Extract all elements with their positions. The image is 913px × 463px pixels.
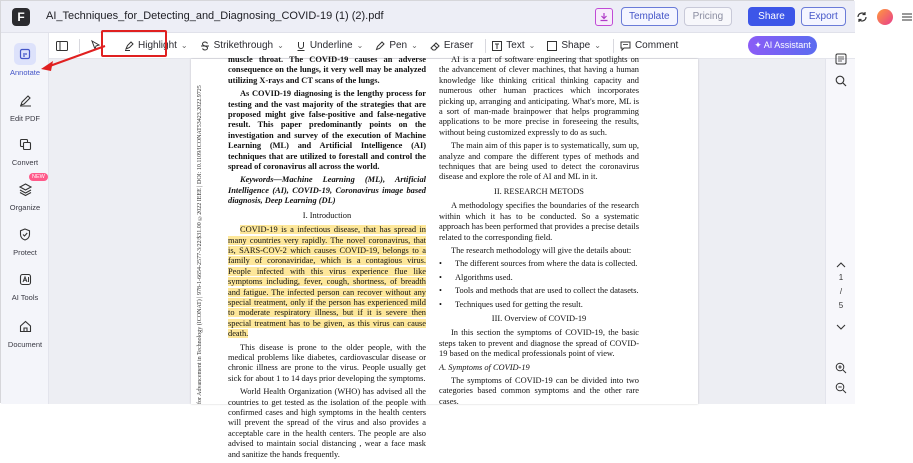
comment-label: Comment <box>634 40 679 51</box>
body-paragraph: The symptoms of COVID-19 can be divided into two categories based common symptoms and the other rare cases. <box>439 375 639 406</box>
document-title: AI_Techniques_for_Detecting_and_Diagnosing_COVID-19 (1) (2).pdf <box>46 10 384 22</box>
download-icon[interactable] <box>595 8 613 26</box>
chevron-down-icon: ⌄ <box>594 41 601 50</box>
chevron-down-icon: ⌄ <box>277 41 284 50</box>
text-tool[interactable] <box>492 35 535 57</box>
sidebar-item-ai-tools[interactable] <box>1 268 49 302</box>
body-paragraph: In this section the symptoms of COVID-19, the basic steps taken to prevent and diagnose the spread of COVID-19 based on the medical professionals point of view. <box>439 328 639 359</box>
body-paragraph: A methodology specifies the boundaries of the research within which it has to be conducted. So a systematic approach has been performed that provides a precise details related to the corresponding field. <box>439 201 639 242</box>
list-item-text: Algorithms used. <box>455 272 513 282</box>
convert-icon <box>14 133 36 155</box>
strikethrough-label: Strikethrough <box>213 40 274 51</box>
page-current[interactable] <box>826 273 856 282</box>
highlight-callout-box <box>101 30 167 57</box>
section-heading-introduction: I. Introduction <box>302 210 352 220</box>
list-item-text: The different sources from where the data is collected. <box>455 259 638 269</box>
chevron-down-icon: ⌄ <box>180 41 188 50</box>
eraser-label: Eraser <box>443 40 474 51</box>
sidebar-item-label: Convert <box>11 158 39 167</box>
sidebar-item-label: Document <box>7 340 43 349</box>
list-item <box>439 300 639 310</box>
sidebar-item-organize[interactable] <box>1 174 49 212</box>
sidebar-item-label: Protect <box>13 248 37 257</box>
bullet: • <box>439 299 442 309</box>
chevron-down-icon: ⌄ <box>528 41 536 50</box>
document-icon <box>14 315 36 337</box>
body-paragraph: World Health Organization (WHO) has advised all the countries to get tested as the isolation of the people with confirmed cases and high symptoms in the health centers will prevent the spread of the virus and also provides a acceptable care in the health centers. The people are also advised to maintain social distancing , wear a face mask and sanitize the hands frequently. <box>228 387 426 459</box>
underline-label: Underline <box>309 40 353 51</box>
zoom-in-icon[interactable] <box>834 361 848 375</box>
sidebar-item-protect[interactable] <box>1 223 49 257</box>
document-viewer[interactable] <box>49 55 825 459</box>
text-label: Text <box>506 40 525 51</box>
title-bar <box>1 1 855 33</box>
menu-icon[interactable] <box>901 10 913 24</box>
sidebar-item-document[interactable] <box>1 315 49 349</box>
sidebar-item-annotate[interactable] <box>1 43 49 77</box>
eraser-tool[interactable] <box>430 35 473 57</box>
title-actions <box>595 7 913 26</box>
export-button[interactable]: Export <box>801 7 846 26</box>
body-paragraph: This disease is prone to the older people, with the medical problems like diabetes, cardiovascular disease or chronic illness are prone to the virus. People usually get sick for about 1 to 14 days prior developing the symptoms. <box>228 342 426 383</box>
avatar[interactable] <box>877 9 893 25</box>
abstract-paragraph: As COVID-19 diagnosing is the lengthy process for testing and the vast majority of the strategies that are proposed might give false-positive and false-negative result. This paper predominantly points on the investigation and survey of the execution of Machine Learning (ML) and Artificial Intelligence (AI) techniques that are utilized to forestall and control the spread of coronavirus all across the world. <box>228 89 426 172</box>
new-badge: NEW <box>29 173 48 181</box>
underline-tool[interactable] <box>296 35 364 57</box>
highlight-label: Highlight <box>138 40 177 51</box>
chevron-down-icon: ⌄ <box>356 41 364 50</box>
bullet: • <box>439 286 442 296</box>
shield-icon <box>14 223 36 245</box>
list-item-text: Techniques used for getting the result. <box>455 299 583 309</box>
chevron-up-icon[interactable] <box>834 259 848 271</box>
list-item <box>439 286 639 296</box>
sidebar-item-convert[interactable] <box>1 133 49 167</box>
list-item <box>439 273 639 283</box>
zoom-out-icon[interactable] <box>834 381 848 395</box>
pen-tool[interactable] <box>375 35 418 57</box>
abstract-end: muscle throat. The COVID-19 causes an adverse consequence on the lungs, it very well may be analyzed utilizing X-rays and CT scans of the lungs. <box>228 55 426 85</box>
share-button[interactable]: Share <box>748 7 795 26</box>
shape-icon <box>547 41 557 51</box>
highlighted-paragraph[interactable] <box>228 225 426 339</box>
section-heading-research-methods: II. RESEARCH METODS <box>494 186 584 196</box>
template-button[interactable]: Template <box>621 7 678 26</box>
ai-tools-icon <box>14 268 36 290</box>
strikethrough-tool[interactable] <box>200 35 284 57</box>
panel-toggle-icon[interactable] <box>55 41 69 51</box>
strikethrough-icon <box>200 41 210 51</box>
body-paragraph: The research methodology will give the details about: <box>451 245 632 255</box>
pen-icon <box>375 41 385 51</box>
toolbar-divider <box>485 39 486 53</box>
sparkle-icon: ✦ <box>754 40 762 50</box>
toolbar-divider <box>613 39 614 53</box>
chevron-down-icon: ⌄ <box>411 41 418 50</box>
section-heading-overview: III. Overview of COVID-19 <box>491 313 587 323</box>
page-divider: / <box>839 287 843 296</box>
chevron-down-icon[interactable] <box>834 321 848 333</box>
list-item <box>439 259 639 269</box>
pdf-page[interactable] <box>191 55 698 459</box>
comment-icon <box>620 41 631 51</box>
bullet: • <box>439 272 442 282</box>
list-item-text: Tools and methods that are used to collect the datasets. <box>455 286 639 296</box>
body-paragraph: The main aim of this paper is to systematically, sum up, analyze and compare the different types of methods and techniques that are being used to detect the coronavirus disease and explore the role of AI and ML in it. <box>439 141 639 182</box>
sidebar-item-label: Annotate <box>9 68 41 77</box>
ai-assistant-button[interactable] <box>748 36 817 55</box>
shape-tool[interactable] <box>547 35 601 57</box>
properties-icon[interactable] <box>834 52 848 66</box>
search-icon[interactable] <box>834 74 848 88</box>
pen-label: Pen <box>389 40 408 51</box>
edit-icon <box>14 89 36 111</box>
organize-icon <box>14 178 36 200</box>
sidebar-item-edit-pdf[interactable] <box>1 89 49 123</box>
body-paragraph: AI is a part of software engineering that spotlights on the advancement of clever machines, that having a human knowledge like thinking critical thinking capacity and numerous other human practices which incorporates picking up, arranging and anticipating. What's more, ML is a sort of man-made brainpower that helps programming applications to be more precise in foreseeing the results, without being customized expressly to do as such. <box>439 55 639 137</box>
current-page-number: 1 <box>838 273 844 282</box>
highlighted-text[interactable]: COVID-19 is a infectious disease, that has spread in many countries very rapidly. The novel coronavirus, that is, SARS-COV-2 which causes COVID-19, belongs to a family of coronaviridae, which is a contagious virus. People infected with this virus experience flue like symptoms including, fever, cough, shortness, of breadth and fatigue. The infected person can recover without any special treatment, only if the person has experienced mild to moderate respiratory illness, but if it is severe then special treatment has to be given, as this virus can cause death. <box>228 225 426 339</box>
left-sidebar <box>1 33 49 404</box>
sidebar-item-label: Organize <box>9 203 41 212</box>
eraser-icon <box>430 41 440 51</box>
text-icon <box>492 41 502 51</box>
sidebar-item-label: AI Tools <box>11 293 39 302</box>
subsection-heading: A. Symptoms of COVID-19 <box>439 362 530 372</box>
sync-icon[interactable] <box>855 10 869 24</box>
left-column <box>228 55 426 463</box>
pricing-button[interactable]: Pricing <box>684 7 733 26</box>
annotate-icon <box>14 43 36 65</box>
page-total: 5 <box>838 301 844 310</box>
comment-tool[interactable] <box>620 35 678 57</box>
ai-assistant-label: AI Assistant <box>763 40 811 50</box>
app-logo: F <box>12 8 30 26</box>
shape-label: Shape <box>561 40 591 51</box>
sidebar-item-label: Edit PDF <box>9 114 40 123</box>
page-side-margin-text: for Advancement in Technology (ICONAT) | 978-1-6654-2577-3/22/$31.00 ©2022 IEEE | DOI: 10.1109/ICONAT53423.2022.9725 <box>197 85 203 404</box>
underline-icon <box>296 41 306 51</box>
toolbar-divider <box>79 39 80 53</box>
bullet: • <box>439 259 442 269</box>
right-column <box>439 55 639 410</box>
right-sidebar <box>825 59 855 404</box>
keywords: Keywords—Machine Learning (ML), Artificial Intelligence (AI), COVID-19, Coronavirus image based diagnosis, Deep Learning (DL) <box>228 175 426 206</box>
